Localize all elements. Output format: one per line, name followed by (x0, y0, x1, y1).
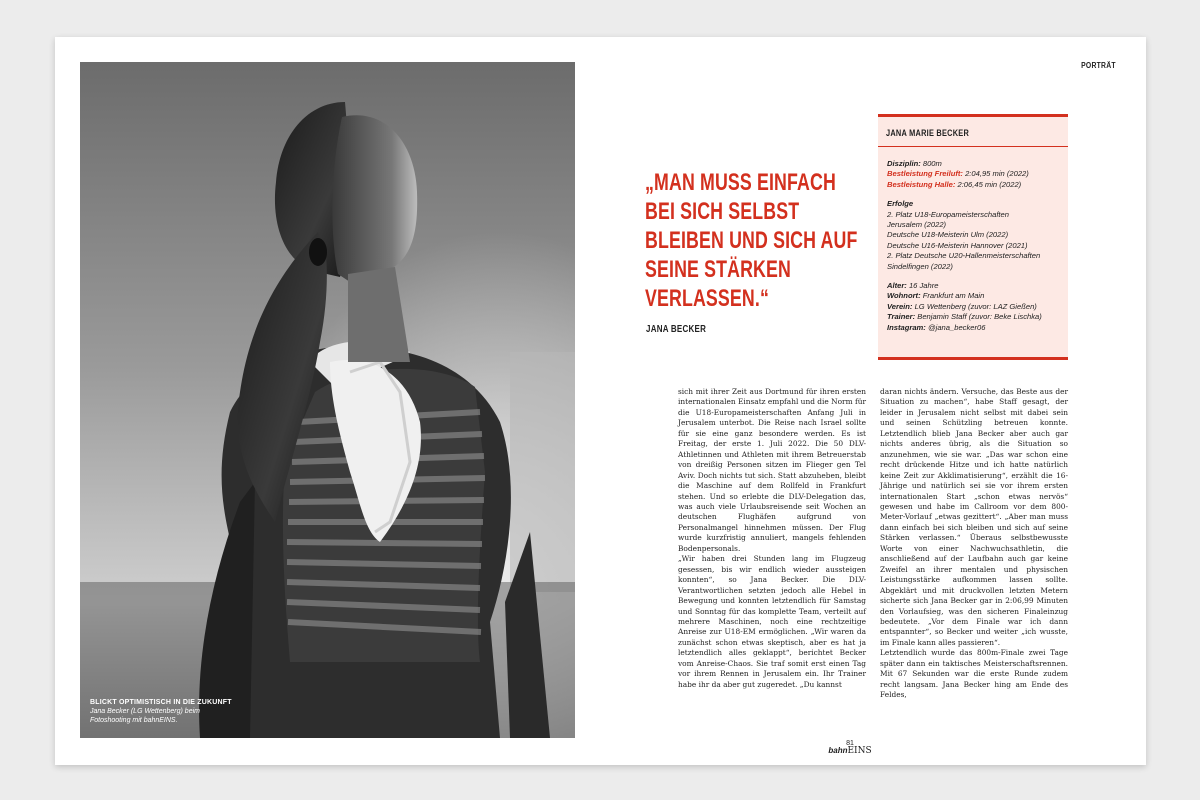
pull-quote-author: JANA BECKER (646, 324, 707, 335)
body-paragraph: sich mit ihrer Zeit aus Dortmund für ihren ersten internationalen Einsatz empfahl und die Norm für die U18-Europameisterschaften Anfang Juli in Jerusalem unterbot. Die Reise nach Israel sollte für sie eine ganz besondere werden. Es ist Freitag, der erste 1. Juli 2022. Die 50 DLV-Athletinnen und Athleten mit ihrem Betreuerstab von dreißig Personen sitzen im Flieger gen Tel Aviv. Doch nichts tut sich. Statt abzuheben, bleibt die Maschine auf dem Rollfeld in Frankfurt stehen. Und so erlebte die DLV-Delegation das, was auch viele Urlaubsreisende seit Wochen an deutschen Flughäfen aufgrund von Personalmangel hinnehmen müssen. Der Flug wurde kurzfristig annuliert, mangels fehlenden Bodenpersonals. (678, 387, 866, 553)
fact-instagram: Instagram: @jana_becker06 (887, 322, 986, 332)
photo-caption (90, 698, 290, 725)
fact-pb-outdoor: Bestleistung Freiluft: 2:04,95 min (2022) (887, 169, 1029, 179)
pull-quote: „MAN MUSS EINFACH BEI SICH SELBST BLEIBEN UND SICH AUF SEINE STÄRKEN VERLASSEN.“ (645, 169, 858, 312)
fact-achievement: Deutsche U16-Meisterin Hannover (2021) (887, 240, 1028, 250)
fact-age: Alter: 16 Jahre (887, 281, 939, 291)
fact-achievement: Sindelfingen (2022) (887, 261, 953, 271)
body-column-1 (678, 387, 866, 690)
fact-club: Verein: LG Wettenberg (zuvor: LAZ Gießen) (887, 301, 1037, 311)
athlete-photo (80, 62, 575, 738)
section-label: PORTRÄT (1081, 61, 1116, 70)
factbox-title: JANA MARIE BECKER (886, 128, 970, 138)
body-paragraph: Letztendlich wurde das 800m-Finale zwei Tage später dann ein taktisches Meisterschaftsrennen. Mit 67 Sekunden war die erste Runde zudem recht langsam. Jana Becker hing am Ende des Feldes, (880, 648, 1068, 700)
body-column-2 (880, 387, 1068, 701)
caption-line: Jana Becker (LG Wettenberg) beim (90, 708, 200, 715)
fact-achievement: 2. Platz U18-Europameisterschaften (887, 209, 1009, 219)
athlete-factbox (878, 114, 1068, 360)
caption-line: Fotoshooting mit bahnEINS. (90, 717, 178, 724)
fact-achievement: Deutsche U18-Meisterin Ulm (2022) (887, 230, 1009, 240)
magazine-logo: bahnEINS (828, 746, 872, 756)
fact-achievement: Jerusalem (2022) (887, 220, 947, 230)
fact-discipline: Disziplin: 800m (887, 159, 942, 168)
body-paragraph: „Wir haben drei Stunden lang im Flugzeug gesessen, bis wir endlich wieder aussteigen konnten“, so Jana Becker. Die DLV-Verantwortlichen setzten jedoch alle Hebel in Bewegung und konnten letztendlich für Samstag und Sonntag für das komplette Team, verteilt auf mehrere Maschinen, noch eine rechtzeitige Anreise zur U18-EM ermöglichen. „Wir waren da zunächst schon etwas skeptisch, aber es hat ja letztendlich alles geklappt“, berichtet Becker vom Anreise-Chaos. Sie traf somit erst einen Tag vor ihrem Rennen in Jerusalem ein. Ihr Trainer habe ihr da aber gut zugeredet. „Du kannst (678, 554, 866, 689)
fact-residence: Wohnort: Frankfurt am Main (887, 291, 985, 301)
fact-pb-indoor: Bestleistung Halle: 2:06,45 min (2022) (887, 179, 1022, 189)
factbox-body (887, 159, 1067, 333)
page-number: 81 (846, 740, 854, 747)
factbox-divider (878, 146, 1068, 147)
fact-achievements-label: Erfolge (887, 199, 914, 209)
page-footer (810, 740, 890, 756)
body-paragraph: daran nichts ändern. Versuche, das Beste aus der Situation zu machen“, habe Staff gesagt, der leider in Jerusalem nicht selbst mit dabei sein und seinen Schützling betreuen konnte. Letztendlich blieb Jana Becker aber auch gar nichts anderes übrig, als die Situation so anzunehmen, wie sie war. „Das war schon eine recht drückende Hitze und ich hatte natürlich keine Zeit zur Akklimatisierung“, erzählt die 16-Jährige und natürlich sei sie vor ihrem ersten internationalen Start „schon etwas nervös“ gewesen und habe im Callroom vor dem 800-Meter-Vorlauf „etwas gezittert“. „Aber man muss dann einfach bei sich bleiben und sich auf seine Stärken verlassen.“ Überaus selbstbewusste Worte von einer Nachwuchsathletin, die anschließend auf der Laufbahn auch gar keine Zweifel an ihrer mentalen und physischen Leistungsstärke aufkommen lassen sollte. Abgeklärt und mit druckvollen letzten Metern sicherte sich Jana Becker gar in 2:06,99 Minuten den Vorlaufsieg, was den sicheren Finaleinzug bedeutete. „Vor dem Finale war ich dann entspannter“, so Becker und weiter „ich wusste, im Finale kann alles passieren“. (880, 387, 1068, 647)
caption-headline: BLICKT OPTIMISTISCH IN DIE ZUKUNFT (90, 699, 232, 706)
fact-coach: Trainer: Benjamin Staff (zuvor: Beke Lischka) (887, 312, 1042, 322)
fact-achievement: 2. Platz Deutsche U20-Hallenmeisterschaften (887, 251, 1041, 261)
